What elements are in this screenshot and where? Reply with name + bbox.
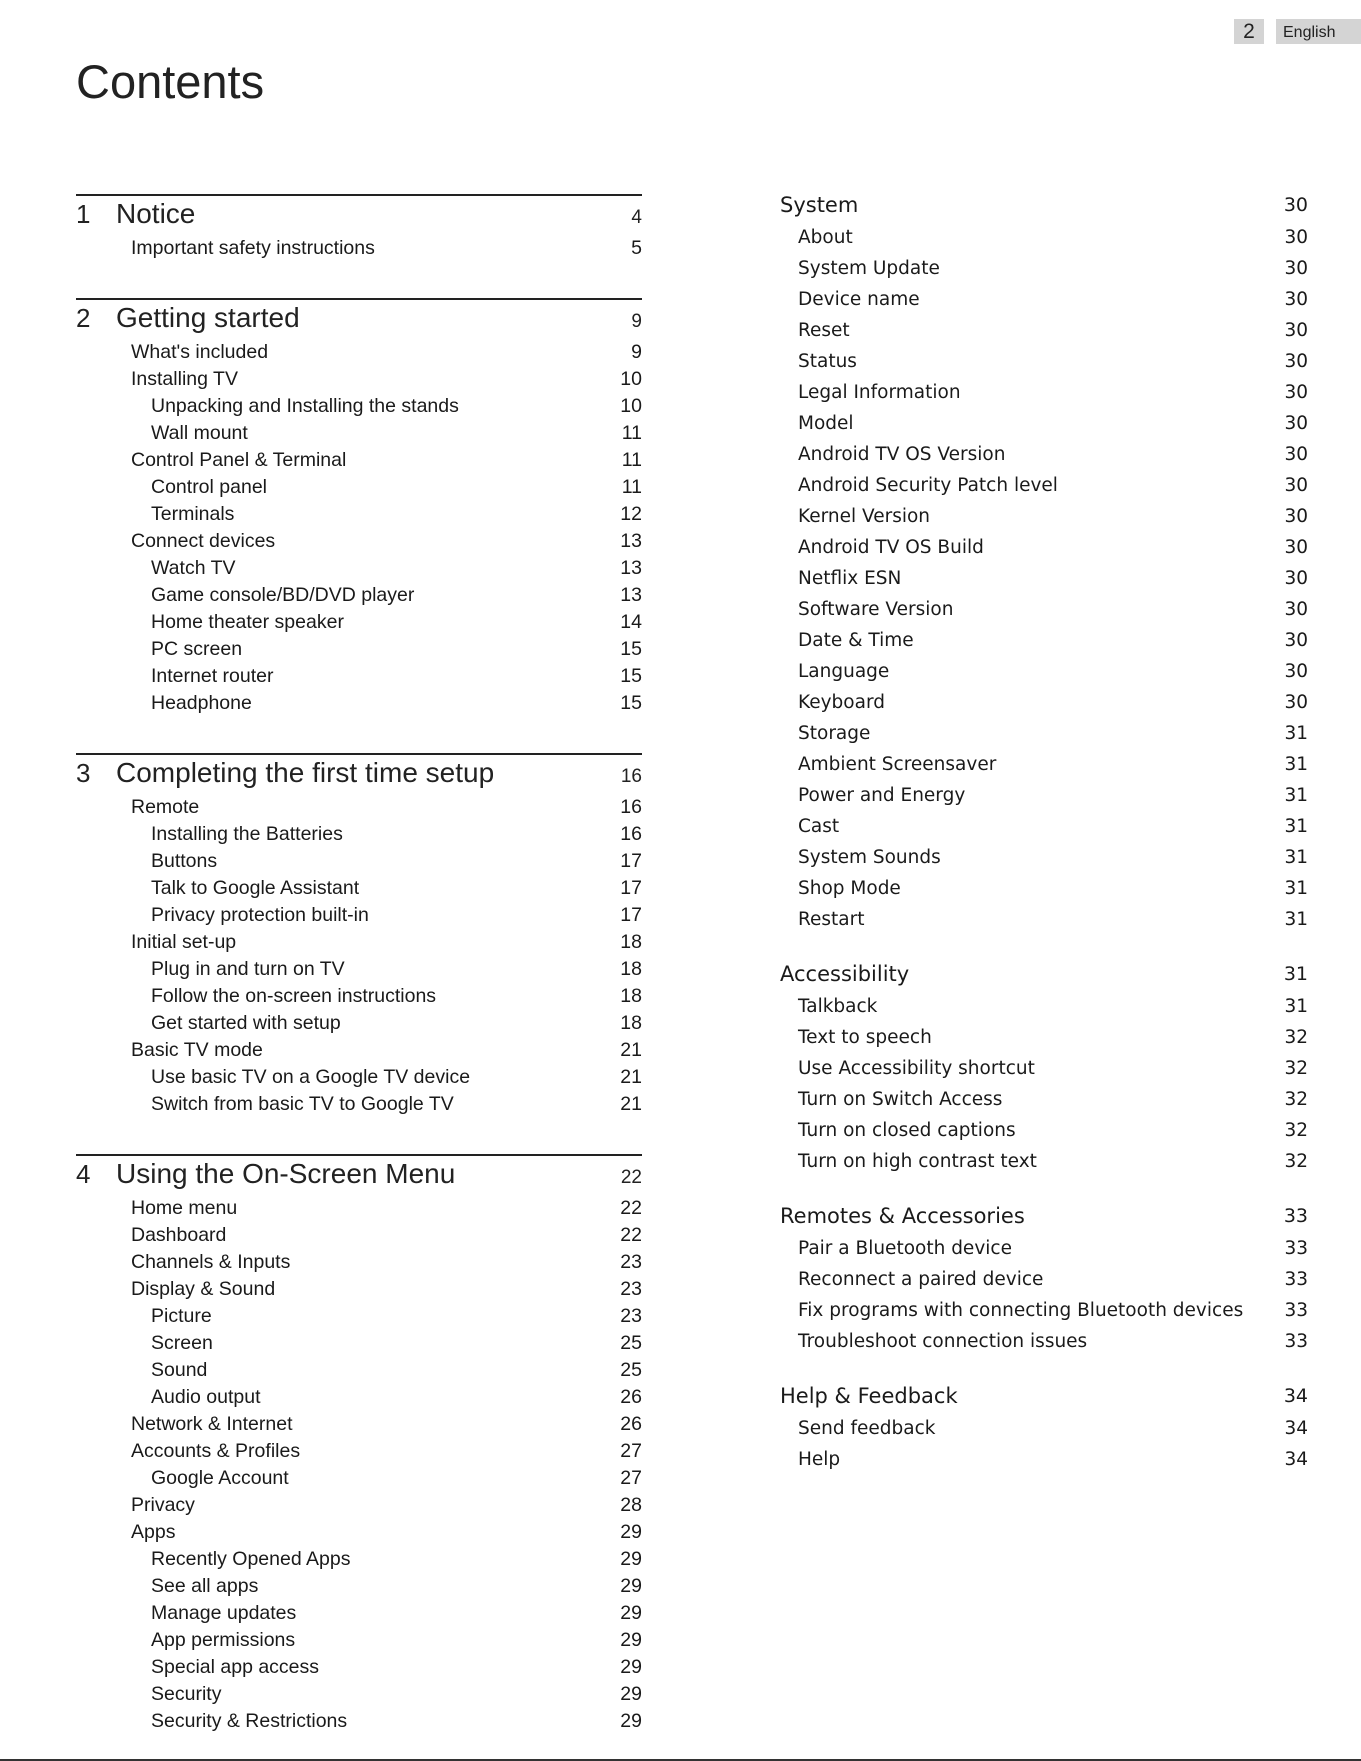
toc-entry-label: Talkback bbox=[798, 996, 878, 1017]
toc-entry[interactable] bbox=[780, 470, 1308, 501]
toc-entry[interactable] bbox=[76, 609, 642, 636]
toc-entry[interactable] bbox=[76, 366, 642, 393]
toc-entry-label: Software Version bbox=[798, 599, 954, 620]
chapter-entries bbox=[76, 335, 642, 725]
toc-entry-label: Send feedback bbox=[798, 1418, 936, 1439]
toc-entry-page: 29 bbox=[620, 1602, 642, 1624]
toc-entry-label: Installing the Batteries bbox=[151, 823, 343, 845]
toc-entry-page: 16 bbox=[620, 796, 642, 818]
toc-entry[interactable] bbox=[780, 1413, 1308, 1444]
toc-entry[interactable] bbox=[76, 1222, 642, 1249]
toc-entry[interactable] bbox=[76, 1010, 642, 1037]
toc-entry-label: Restart bbox=[798, 909, 865, 930]
toc-entry-label: Internet router bbox=[151, 665, 274, 687]
toc-entry-page: 22 bbox=[620, 1224, 642, 1246]
toc-entry-label: Control Panel & Terminal bbox=[131, 449, 347, 471]
toc-entry[interactable] bbox=[780, 377, 1308, 408]
toc-entry-page: 31 bbox=[1284, 785, 1308, 806]
toc-entry-page: 30 bbox=[1284, 475, 1308, 496]
toc-entry-page: 29 bbox=[620, 1521, 642, 1543]
toc-entry[interactable] bbox=[780, 1326, 1308, 1357]
toc-entry[interactable] bbox=[76, 1276, 642, 1303]
chapter-heading[interactable] bbox=[76, 196, 642, 231]
toc-entry[interactable] bbox=[76, 235, 642, 262]
toc-entry[interactable] bbox=[780, 1295, 1308, 1326]
toc-entry[interactable] bbox=[76, 393, 642, 420]
toc-entry-page: 18 bbox=[620, 958, 642, 980]
toc-entry-page: 31 bbox=[1284, 996, 1308, 1017]
toc-entry[interactable] bbox=[780, 346, 1308, 377]
toc-entry-label: Accounts & Profiles bbox=[131, 1440, 301, 1462]
toc-entry[interactable] bbox=[780, 501, 1308, 532]
toc-entry-page: 30 bbox=[1284, 661, 1308, 682]
toc-entry[interactable] bbox=[76, 501, 642, 528]
toc-entry[interactable] bbox=[76, 1519, 642, 1546]
toc-entry-label: Terminals bbox=[151, 503, 235, 525]
toc-chapter bbox=[76, 194, 642, 270]
toc-entry[interactable] bbox=[76, 1654, 642, 1681]
toc-entry-page: 5 bbox=[631, 237, 642, 259]
toc-entry-label: System Update bbox=[798, 258, 940, 279]
toc-entry-page: 30 bbox=[1284, 506, 1308, 527]
section-page-number: 31 bbox=[1283, 963, 1308, 985]
toc-entry-label: Fix programs with connecting Bluetooth devices bbox=[798, 1300, 1244, 1321]
toc-entry-page: 21 bbox=[620, 1039, 642, 1061]
toc-entry-page: 29 bbox=[620, 1683, 642, 1705]
toc-entry-page: 29 bbox=[620, 1575, 642, 1597]
toc-entry[interactable] bbox=[76, 1357, 642, 1384]
toc-entry-label: Use Accessibility shortcut bbox=[798, 1058, 1035, 1079]
toc-entry-label: Basic TV mode bbox=[131, 1039, 263, 1061]
toc-entry[interactable] bbox=[76, 1330, 642, 1357]
toc-entry-label: Storage bbox=[798, 723, 871, 744]
toc-entry-label: Kernel Version bbox=[798, 506, 931, 527]
toc-entry-label: Reconnect a paired device bbox=[798, 1269, 1044, 1290]
toc-entry[interactable] bbox=[780, 1264, 1308, 1295]
toc-entry[interactable] bbox=[780, 780, 1308, 811]
toc-entry-label: Watch TV bbox=[151, 557, 236, 579]
toc-entry-label: Pair a Bluetooth device bbox=[798, 1238, 1012, 1259]
toc-entry-label: Model bbox=[798, 413, 854, 434]
toc-entry-label: Device name bbox=[798, 289, 920, 310]
toc-entry-label: Troubleshoot connection issues bbox=[798, 1331, 1088, 1352]
section-page-number: 34 bbox=[1283, 1385, 1308, 1407]
toc-entry-page: 15 bbox=[620, 692, 642, 714]
toc-entry-page: 29 bbox=[620, 1629, 642, 1651]
chapter-page-number: 4 bbox=[631, 207, 642, 228]
section-heading[interactable] bbox=[780, 957, 1308, 991]
toc-entry-label: Installing TV bbox=[131, 368, 238, 390]
toc-entry[interactable] bbox=[76, 956, 642, 983]
section-title: Help & Feedback bbox=[780, 1384, 958, 1408]
toc-entry[interactable] bbox=[76, 875, 642, 902]
toc-entry[interactable] bbox=[76, 1249, 642, 1276]
toc-entry[interactable] bbox=[76, 1681, 642, 1708]
toc-entry-page: 33 bbox=[1284, 1331, 1308, 1352]
toc-entry-page: 30 bbox=[1284, 692, 1308, 713]
toc-section bbox=[780, 1199, 1308, 1357]
toc-entry-page: 30 bbox=[1284, 568, 1308, 589]
section-page-number: 33 bbox=[1283, 1205, 1308, 1227]
toc-entry-page: 27 bbox=[620, 1440, 642, 1462]
toc-entry[interactable] bbox=[780, 687, 1308, 718]
toc-entry-label: Picture bbox=[151, 1305, 212, 1327]
toc-entry[interactable] bbox=[780, 439, 1308, 470]
toc-entry-label: Help bbox=[798, 1449, 841, 1470]
toc-entry-label: PC screen bbox=[151, 638, 243, 660]
toc-entry[interactable] bbox=[76, 636, 642, 663]
toc-entry-page: 28 bbox=[620, 1494, 642, 1516]
toc-entry-page: 31 bbox=[1284, 878, 1308, 899]
chapter-heading[interactable] bbox=[76, 1156, 642, 1191]
toc-entry[interactable] bbox=[780, 656, 1308, 687]
toc-entry[interactable] bbox=[76, 1438, 642, 1465]
toc-entry-label: Turn on closed captions bbox=[798, 1120, 1016, 1141]
toc-entry[interactable] bbox=[76, 447, 642, 474]
toc-entry-label: Special app access bbox=[151, 1656, 320, 1678]
toc-entry-label: Channels & Inputs bbox=[131, 1251, 291, 1273]
toc-entry-label: Control panel bbox=[151, 476, 267, 498]
section-title: Remotes & Accessories bbox=[780, 1204, 1025, 1228]
toc-entry-label: Home menu bbox=[131, 1197, 238, 1219]
toc-section bbox=[780, 188, 1308, 935]
toc-entry-label: Apps bbox=[131, 1521, 176, 1543]
toc-entry-page: 30 bbox=[1284, 382, 1308, 403]
toc-entry[interactable] bbox=[76, 474, 642, 501]
toc-entry[interactable] bbox=[780, 873, 1308, 904]
toc-entry-page: 25 bbox=[620, 1359, 642, 1381]
toc-entry-page: 10 bbox=[620, 395, 642, 417]
section-heading[interactable] bbox=[780, 188, 1308, 222]
toc-entry-page: 26 bbox=[620, 1386, 642, 1408]
toc-entry[interactable] bbox=[76, 821, 642, 848]
chapter-number: 1 bbox=[76, 199, 91, 229]
toc-entry-page: 13 bbox=[620, 557, 642, 579]
toc-entry-label: Privacy protection built-in bbox=[151, 904, 369, 926]
section-title: System bbox=[780, 193, 859, 217]
toc-entry[interactable] bbox=[76, 929, 642, 956]
toc-entry[interactable] bbox=[780, 1022, 1308, 1053]
language-badge: English bbox=[1276, 19, 1361, 44]
toc-entry-label: Privacy bbox=[131, 1494, 195, 1516]
toc-entry-label: Headphone bbox=[151, 692, 252, 714]
toc-entry-label: Plug in and turn on TV bbox=[151, 958, 345, 980]
toc-entry-label: Sound bbox=[151, 1359, 208, 1381]
toc-entry-page: 10 bbox=[620, 368, 642, 390]
toc-entry-page: 18 bbox=[620, 931, 642, 953]
toc-entry-page: 31 bbox=[1284, 723, 1308, 744]
toc-entry-label: Cast bbox=[798, 816, 840, 837]
toc-entry[interactable] bbox=[76, 1546, 642, 1573]
toc-entry-page: 31 bbox=[1284, 847, 1308, 868]
toc-entry[interactable] bbox=[76, 1303, 642, 1330]
toc-entry-label: Home theater speaker bbox=[151, 611, 344, 633]
toc-entry-page: 29 bbox=[620, 1656, 642, 1678]
toc-entry[interactable] bbox=[76, 1465, 642, 1492]
toc-entry-page: 26 bbox=[620, 1413, 642, 1435]
toc-entry-page: 12 bbox=[620, 503, 642, 525]
toc-entry-label: Language bbox=[798, 661, 890, 682]
toc-entry-page: 32 bbox=[1284, 1058, 1308, 1079]
toc-entry-label: Remote bbox=[131, 796, 200, 818]
toc-entry[interactable] bbox=[780, 222, 1308, 253]
toc-entry-label: Unpacking and Installing the stands bbox=[151, 395, 459, 417]
toc-entry-label: Security & Restrictions bbox=[151, 1710, 348, 1732]
toc-entry-page: 29 bbox=[620, 1710, 642, 1732]
toc-entry-label: See all apps bbox=[151, 1575, 259, 1597]
toc-entry[interactable] bbox=[780, 284, 1308, 315]
toc-entry-label: Follow the on-screen instructions bbox=[151, 985, 437, 1007]
toc-entry[interactable] bbox=[780, 1146, 1308, 1177]
toc-entry-label: Google Account bbox=[151, 1467, 289, 1489]
toc-section bbox=[780, 1379, 1308, 1475]
chapter-entries bbox=[76, 231, 642, 270]
toc-left-column bbox=[76, 194, 642, 1743]
toc-entry-label: Use basic TV on a Google TV device bbox=[151, 1066, 471, 1088]
toc-entry[interactable] bbox=[76, 902, 642, 929]
section-heading[interactable] bbox=[780, 1199, 1308, 1233]
toc-entry-page: 13 bbox=[620, 530, 642, 552]
toc-entry[interactable] bbox=[76, 420, 642, 447]
toc-entry-page: 21 bbox=[620, 1093, 642, 1115]
chapter-page-number: 9 bbox=[631, 311, 642, 332]
toc-entry[interactable] bbox=[780, 811, 1308, 842]
toc-entry[interactable] bbox=[76, 339, 642, 366]
toc-entry-label: Android TV OS Build bbox=[798, 537, 984, 558]
toc-entry-label: Wall mount bbox=[151, 422, 248, 444]
toc-entry-label: Reset bbox=[798, 320, 850, 341]
toc-entry[interactable] bbox=[76, 1573, 642, 1600]
section-title: Accessibility bbox=[780, 962, 910, 986]
toc-entry[interactable] bbox=[780, 532, 1308, 563]
toc-entry[interactable] bbox=[780, 842, 1308, 873]
toc-entry[interactable] bbox=[76, 663, 642, 690]
chapter-number: 4 bbox=[76, 1159, 91, 1189]
toc-entry[interactable] bbox=[780, 1084, 1308, 1115]
toc-entry-label: Ambient Screensaver bbox=[798, 754, 997, 775]
toc-entry-page: 31 bbox=[1284, 909, 1308, 930]
toc-entry-page: 30 bbox=[1284, 599, 1308, 620]
toc-section bbox=[780, 957, 1308, 1177]
toc-entry-page: 22 bbox=[620, 1197, 642, 1219]
toc-entry-page: 18 bbox=[620, 985, 642, 1007]
toc-entry[interactable] bbox=[780, 594, 1308, 625]
chapter-title: Using the On-Screen Menu bbox=[116, 1158, 456, 1189]
toc-entry-label: Recently Opened Apps bbox=[151, 1548, 351, 1570]
toc-entry[interactable] bbox=[780, 563, 1308, 594]
toc-entry-label: About bbox=[798, 227, 853, 248]
toc-entry-page: 30 bbox=[1284, 630, 1308, 651]
toc-entry-page: 25 bbox=[620, 1332, 642, 1354]
toc-entry-page: 11 bbox=[621, 476, 642, 498]
toc-entry-page: 16 bbox=[620, 823, 642, 845]
toc-entry[interactable] bbox=[780, 315, 1308, 346]
toc-entry-label: Network & Internet bbox=[131, 1413, 293, 1435]
chapter-number: 2 bbox=[76, 303, 91, 333]
chapter-title: Completing the first time setup bbox=[116, 757, 495, 788]
toc-entry-label: What's included bbox=[131, 341, 269, 363]
toc-entry[interactable] bbox=[76, 983, 642, 1010]
chapter-page-number: 22 bbox=[620, 1167, 642, 1188]
toc-entry-page: 31 bbox=[1284, 754, 1308, 775]
toc-entry-label: Dashboard bbox=[131, 1224, 227, 1246]
toc-entry-page: 30 bbox=[1284, 444, 1308, 465]
toc-entry-page: 15 bbox=[620, 665, 642, 687]
toc-entry-label: Android Security Patch level bbox=[798, 475, 1058, 496]
toc-entry-page: 14 bbox=[620, 611, 642, 633]
toc-chapter bbox=[76, 1154, 642, 1743]
toc-entry[interactable] bbox=[76, 1384, 642, 1411]
chapter-entries bbox=[76, 790, 642, 1126]
toc-entry-label: Switch from basic TV to Google TV bbox=[151, 1093, 454, 1115]
chapter-entries bbox=[76, 1191, 642, 1743]
toc-entry-page: 11 bbox=[621, 449, 642, 471]
toc-entry[interactable] bbox=[76, 1411, 642, 1438]
toc-entry[interactable] bbox=[780, 1053, 1308, 1084]
toc-entry-page: 32 bbox=[1284, 1120, 1308, 1141]
toc-entry-page: 17 bbox=[620, 877, 642, 899]
toc-entry-label: Game console/BD/DVD player bbox=[151, 584, 415, 606]
toc-entry-label: Power and Energy bbox=[798, 785, 966, 806]
toc-entry-label: Date & Time bbox=[798, 630, 914, 651]
toc-chapter bbox=[76, 753, 642, 1126]
section-heading[interactable] bbox=[780, 1379, 1308, 1413]
toc-entry-page: 30 bbox=[1284, 258, 1308, 279]
toc-entry-page: 32 bbox=[1284, 1151, 1308, 1172]
toc-entry-label: Turn on high contrast text bbox=[798, 1151, 1037, 1172]
toc-entry-label: Important safety instructions bbox=[131, 237, 375, 259]
chapter-title: Getting started bbox=[116, 302, 300, 333]
toc-entry[interactable] bbox=[76, 1627, 642, 1654]
toc-entry[interactable] bbox=[780, 904, 1308, 935]
toc-entry-page: 23 bbox=[620, 1251, 642, 1273]
toc-entry-label: System Sounds bbox=[798, 847, 941, 868]
toc-entry-label: Initial set-up bbox=[131, 931, 237, 953]
toc-entry-label: Text to speech bbox=[798, 1027, 932, 1048]
toc-entry[interactable] bbox=[780, 408, 1308, 439]
toc-entry[interactable] bbox=[780, 1233, 1308, 1264]
toc-entry-label: Buttons bbox=[151, 850, 218, 872]
toc-entry-page: 30 bbox=[1284, 227, 1308, 248]
toc-entry-page: 17 bbox=[620, 904, 642, 926]
toc-entry-page: 18 bbox=[620, 1012, 642, 1034]
toc-entry-label: Manage updates bbox=[151, 1602, 297, 1624]
toc-entry[interactable] bbox=[76, 1091, 642, 1118]
toc-entry[interactable] bbox=[780, 625, 1308, 656]
toc-entry-page: 33 bbox=[1284, 1238, 1308, 1259]
toc-entry-page: 13 bbox=[620, 584, 642, 606]
toc-entry-label: Audio output bbox=[151, 1386, 261, 1408]
toc-entry[interactable] bbox=[780, 991, 1308, 1022]
toc-entry[interactable] bbox=[76, 1492, 642, 1519]
chapter-heading[interactable] bbox=[76, 755, 642, 790]
toc-entry-page: 21 bbox=[620, 1066, 642, 1088]
toc-entry-page: 30 bbox=[1284, 289, 1308, 310]
toc-entry[interactable] bbox=[76, 848, 642, 875]
toc-entry-label: Netflix ESN bbox=[798, 568, 902, 589]
toc-right-column bbox=[780, 188, 1308, 1497]
toc-chapter bbox=[76, 298, 642, 725]
toc-entry-label: Turn on Switch Access bbox=[798, 1089, 1003, 1110]
toc-entry-label: Connect devices bbox=[131, 530, 276, 552]
toc-entry-label: Android TV OS Version bbox=[798, 444, 1006, 465]
toc-entry-label: Legal Information bbox=[798, 382, 961, 403]
toc-entry-page: 17 bbox=[620, 850, 642, 872]
toc-entry-label: Shop Mode bbox=[798, 878, 901, 899]
toc-entry[interactable] bbox=[76, 1037, 642, 1064]
toc-entry-page: 32 bbox=[1284, 1089, 1308, 1110]
toc-entry[interactable] bbox=[780, 253, 1308, 284]
toc-entry[interactable] bbox=[76, 555, 642, 582]
toc-entry[interactable] bbox=[76, 1195, 642, 1222]
toc-entry-page: 33 bbox=[1284, 1269, 1308, 1290]
toc-entry-page: 15 bbox=[620, 638, 642, 660]
toc-entry-page: 9 bbox=[631, 341, 642, 363]
chapter-page-number: 16 bbox=[620, 766, 642, 787]
chapter-number: 3 bbox=[76, 758, 91, 788]
section-page-number: 30 bbox=[1283, 194, 1308, 216]
toc-entry-page: 32 bbox=[1284, 1027, 1308, 1048]
toc-entry-page: 31 bbox=[1284, 816, 1308, 837]
toc-entry-page: 34 bbox=[1284, 1418, 1308, 1439]
toc-entry-label: Get started with setup bbox=[151, 1012, 341, 1034]
toc-entry-page: 30 bbox=[1284, 351, 1308, 372]
toc-entry-page: 29 bbox=[620, 1548, 642, 1570]
toc-entry-label: Keyboard bbox=[798, 692, 885, 713]
toc-entry[interactable] bbox=[76, 582, 642, 609]
toc-entry-page: 30 bbox=[1284, 413, 1308, 434]
chapter-title: Notice bbox=[116, 198, 196, 229]
toc-entry[interactable] bbox=[76, 1600, 642, 1627]
toc-entry-page: 30 bbox=[1284, 320, 1308, 341]
toc-entry-label: App permissions bbox=[151, 1629, 296, 1651]
toc-entry-label: Talk to Google Assistant bbox=[151, 877, 360, 899]
toc-entry-page: 23 bbox=[620, 1278, 642, 1300]
toc-entry[interactable] bbox=[780, 749, 1308, 780]
toc-entry[interactable] bbox=[780, 1115, 1308, 1146]
toc-entry-page: 30 bbox=[1284, 537, 1308, 558]
toc-entry[interactable] bbox=[780, 1444, 1308, 1475]
toc-entry-page: 27 bbox=[620, 1467, 642, 1489]
toc-entry-label: Security bbox=[151, 1683, 222, 1705]
toc-entry[interactable] bbox=[76, 1064, 642, 1091]
toc-entry[interactable] bbox=[76, 1708, 642, 1735]
page-title: Contents bbox=[76, 55, 265, 108]
toc-entry[interactable] bbox=[76, 794, 642, 821]
toc-entry[interactable] bbox=[780, 718, 1308, 749]
toc-entry[interactable] bbox=[76, 528, 642, 555]
page-number-badge: 2 bbox=[1234, 19, 1264, 44]
toc-entry-label: Status bbox=[798, 351, 857, 372]
toc-entry-label: Screen bbox=[151, 1332, 213, 1354]
toc-entry-label: Display & Sound bbox=[131, 1278, 276, 1300]
toc-entry-page: 11 bbox=[621, 422, 642, 444]
toc-entry[interactable] bbox=[76, 690, 642, 717]
toc-entry-page: 34 bbox=[1284, 1449, 1308, 1470]
chapter-heading[interactable] bbox=[76, 300, 642, 335]
toc-entry-page: 23 bbox=[620, 1305, 642, 1327]
toc-entry-page: 33 bbox=[1284, 1300, 1308, 1321]
